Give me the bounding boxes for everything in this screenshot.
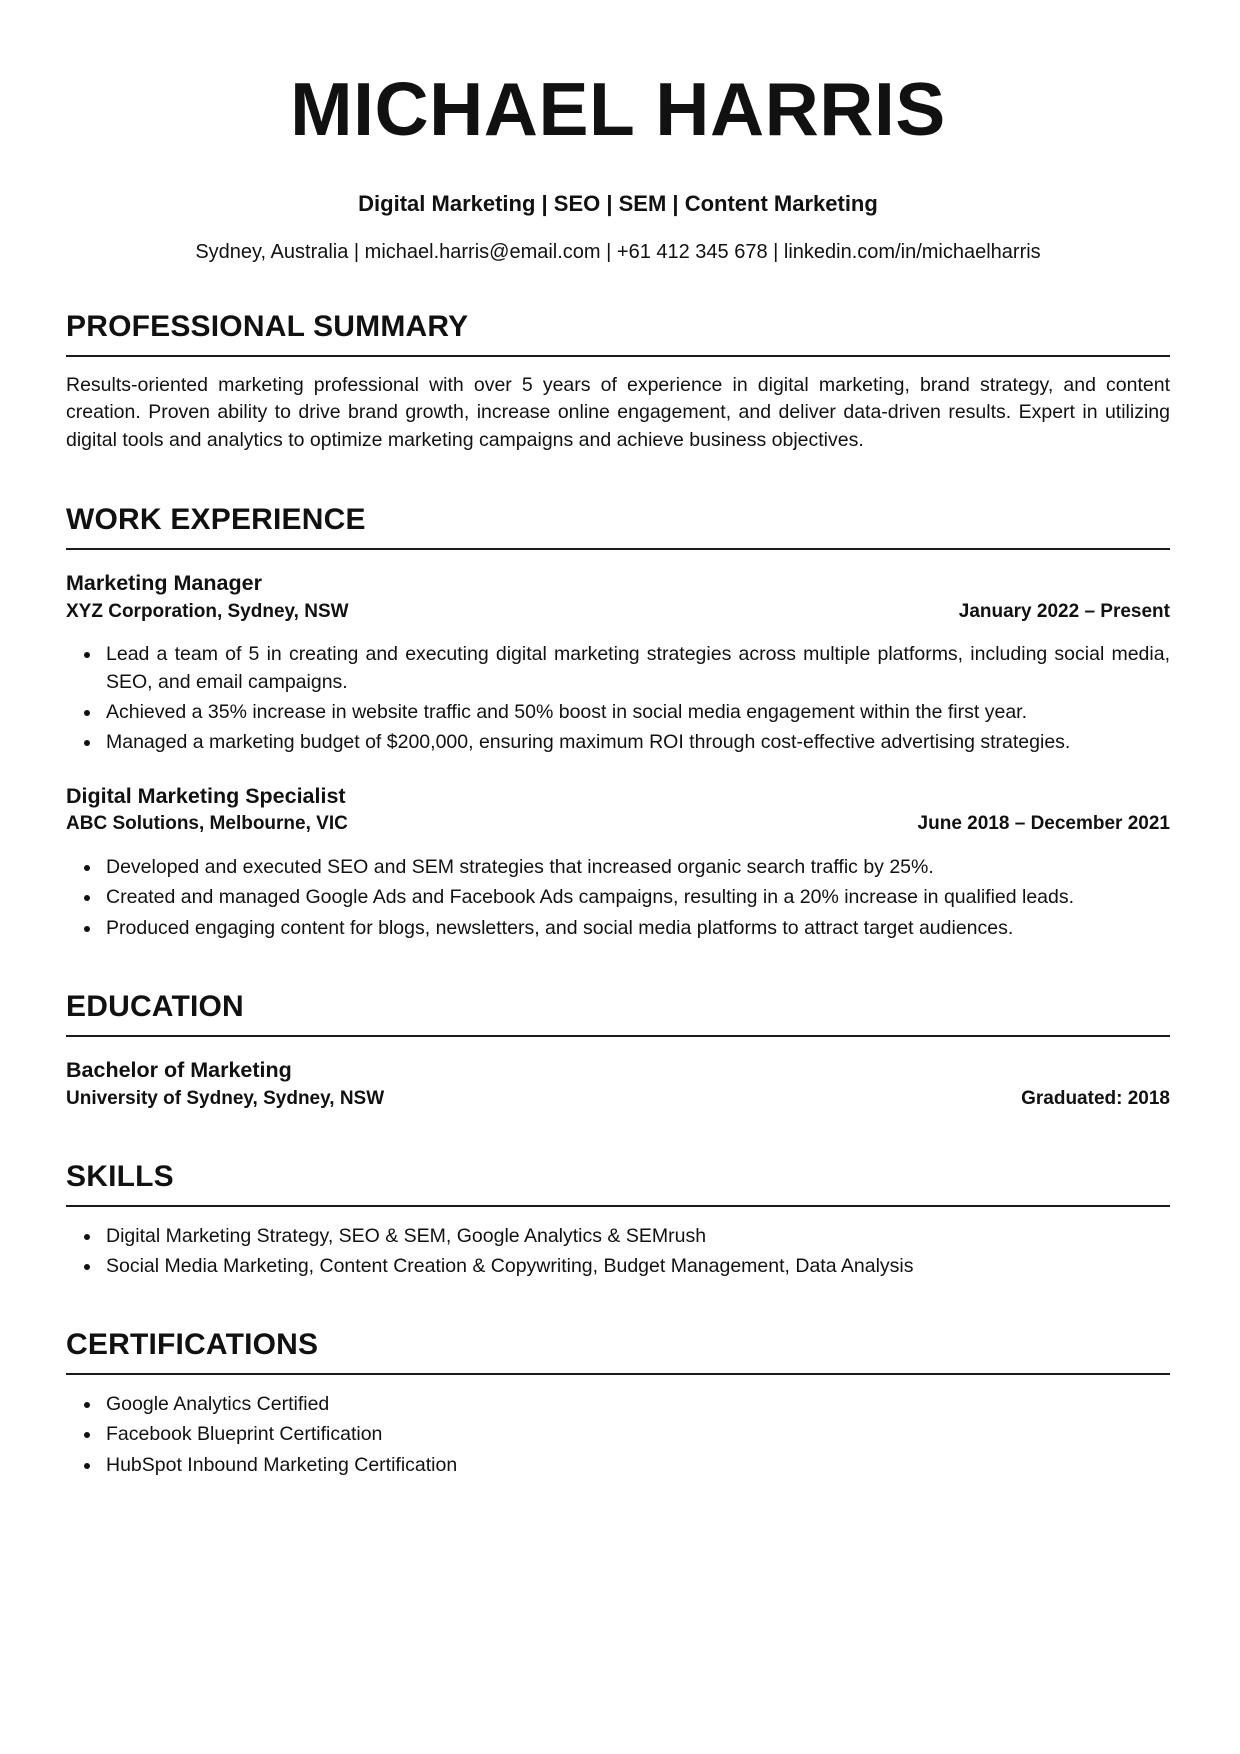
section-education <box>66 990 1170 1112</box>
section-work-experience <box>66 503 1170 942</box>
summary-text: Results-oriented marketing professional with over 5 years of experience in digital marketing, brand strategy, and content creation. Proven ability to drive brand growth, increase online engagement, and deliver data-driven results. Expert in utilizing digital tools and analytics to optimize marketing campaigns and achieve business objectives. <box>66 373 1170 452</box>
job-bullet: • Managed a marketing budget of $200,000, ensuring maximum ROI through cost-effective advertising strategies. <box>102 729 1170 756</box>
job-bullet: • Achieved a 35% increase in website traffic and 50% boost in social media engagement within the first year. <box>102 699 1170 726</box>
job-subrow <box>66 600 1170 625</box>
job-title: Digital Marketing Specialist <box>66 783 346 808</box>
job-subrow <box>66 812 1170 837</box>
section-skills <box>66 1160 1170 1281</box>
candidate-tagline: Digital Marketing | SEO | SEM | Content Marketing <box>358 190 878 216</box>
job-bullet-list <box>66 854 1170 942</box>
job-company: XYZ Corporation, Sydney, NSW <box>66 600 349 622</box>
skill-item: • Social Media Marketing, Content Creation & Copywriting, Budget Management, Data Analysis <box>102 1253 1170 1280</box>
summary-heading: PROFESSIONAL SUMMARY <box>66 310 1170 357</box>
education-subrow <box>66 1087 1170 1112</box>
job-dates: June 2018 – December 2021 <box>917 813 1170 835</box>
job-title: Marketing Manager <box>66 570 262 595</box>
skill-item: • Digital Marketing Strategy, SEO & SEM, Google Analytics & SEMrush <box>102 1223 1170 1250</box>
candidate-name: MICHAEL HARRIS <box>290 67 946 151</box>
contact-line: Sydney, Australia | michael.harris@email.com | +61 412 345 678 | linkedin.com/in/michaelharris <box>195 240 1041 263</box>
job-bullet: • Created and managed Google Ads and Facebook Ads campaigns, resulting in a 20% increase in qualified leads. <box>102 884 1170 911</box>
section-certifications <box>66 1328 1170 1479</box>
job-bullet: • Lead a team of 5 in creating and executing digital marketing strategies across multiple platforms, including social media, SEO, and email campaigns. <box>102 641 1170 696</box>
education-heading: EDUCATION <box>66 990 1170 1037</box>
job-entry <box>66 783 1170 942</box>
job-bullet: • Produced engaging content for blogs, newsletters, and social media platforms to attract target audiences. <box>102 915 1170 942</box>
skills-heading: SKILLS <box>66 1160 1170 1207</box>
certification-item: • Google Analytics Certified <box>102 1391 1170 1418</box>
certification-item: • HubSpot Inbound Marketing Certification <box>102 1452 1170 1479</box>
job-entry <box>66 570 1170 757</box>
education-entry <box>66 1057 1170 1112</box>
job-bullet-list <box>66 641 1170 756</box>
experience-heading: WORK EXPERIENCE <box>66 503 1170 550</box>
certification-item: • Facebook Blueprint Certification <box>102 1421 1170 1448</box>
certifications-heading: CERTIFICATIONS <box>66 1328 1170 1375</box>
graduation-date: Graduated: 2018 <box>1021 1087 1170 1109</box>
skills-list <box>66 1223 1170 1281</box>
degree-title: Bachelor of Marketing <box>66 1058 292 1083</box>
job-company: ABC Solutions, Melbourne, VIC <box>66 813 348 835</box>
resume-header <box>66 67 1170 264</box>
job-dates: January 2022 – Present <box>958 600 1170 622</box>
job-bullet: • Developed and executed SEO and SEM strategies that increased organic search traffic by 25%. <box>102 854 1170 881</box>
school-name: University of Sydney, Sydney, NSW <box>66 1087 385 1109</box>
section-professional-summary <box>66 310 1170 455</box>
certifications-list <box>66 1391 1170 1479</box>
